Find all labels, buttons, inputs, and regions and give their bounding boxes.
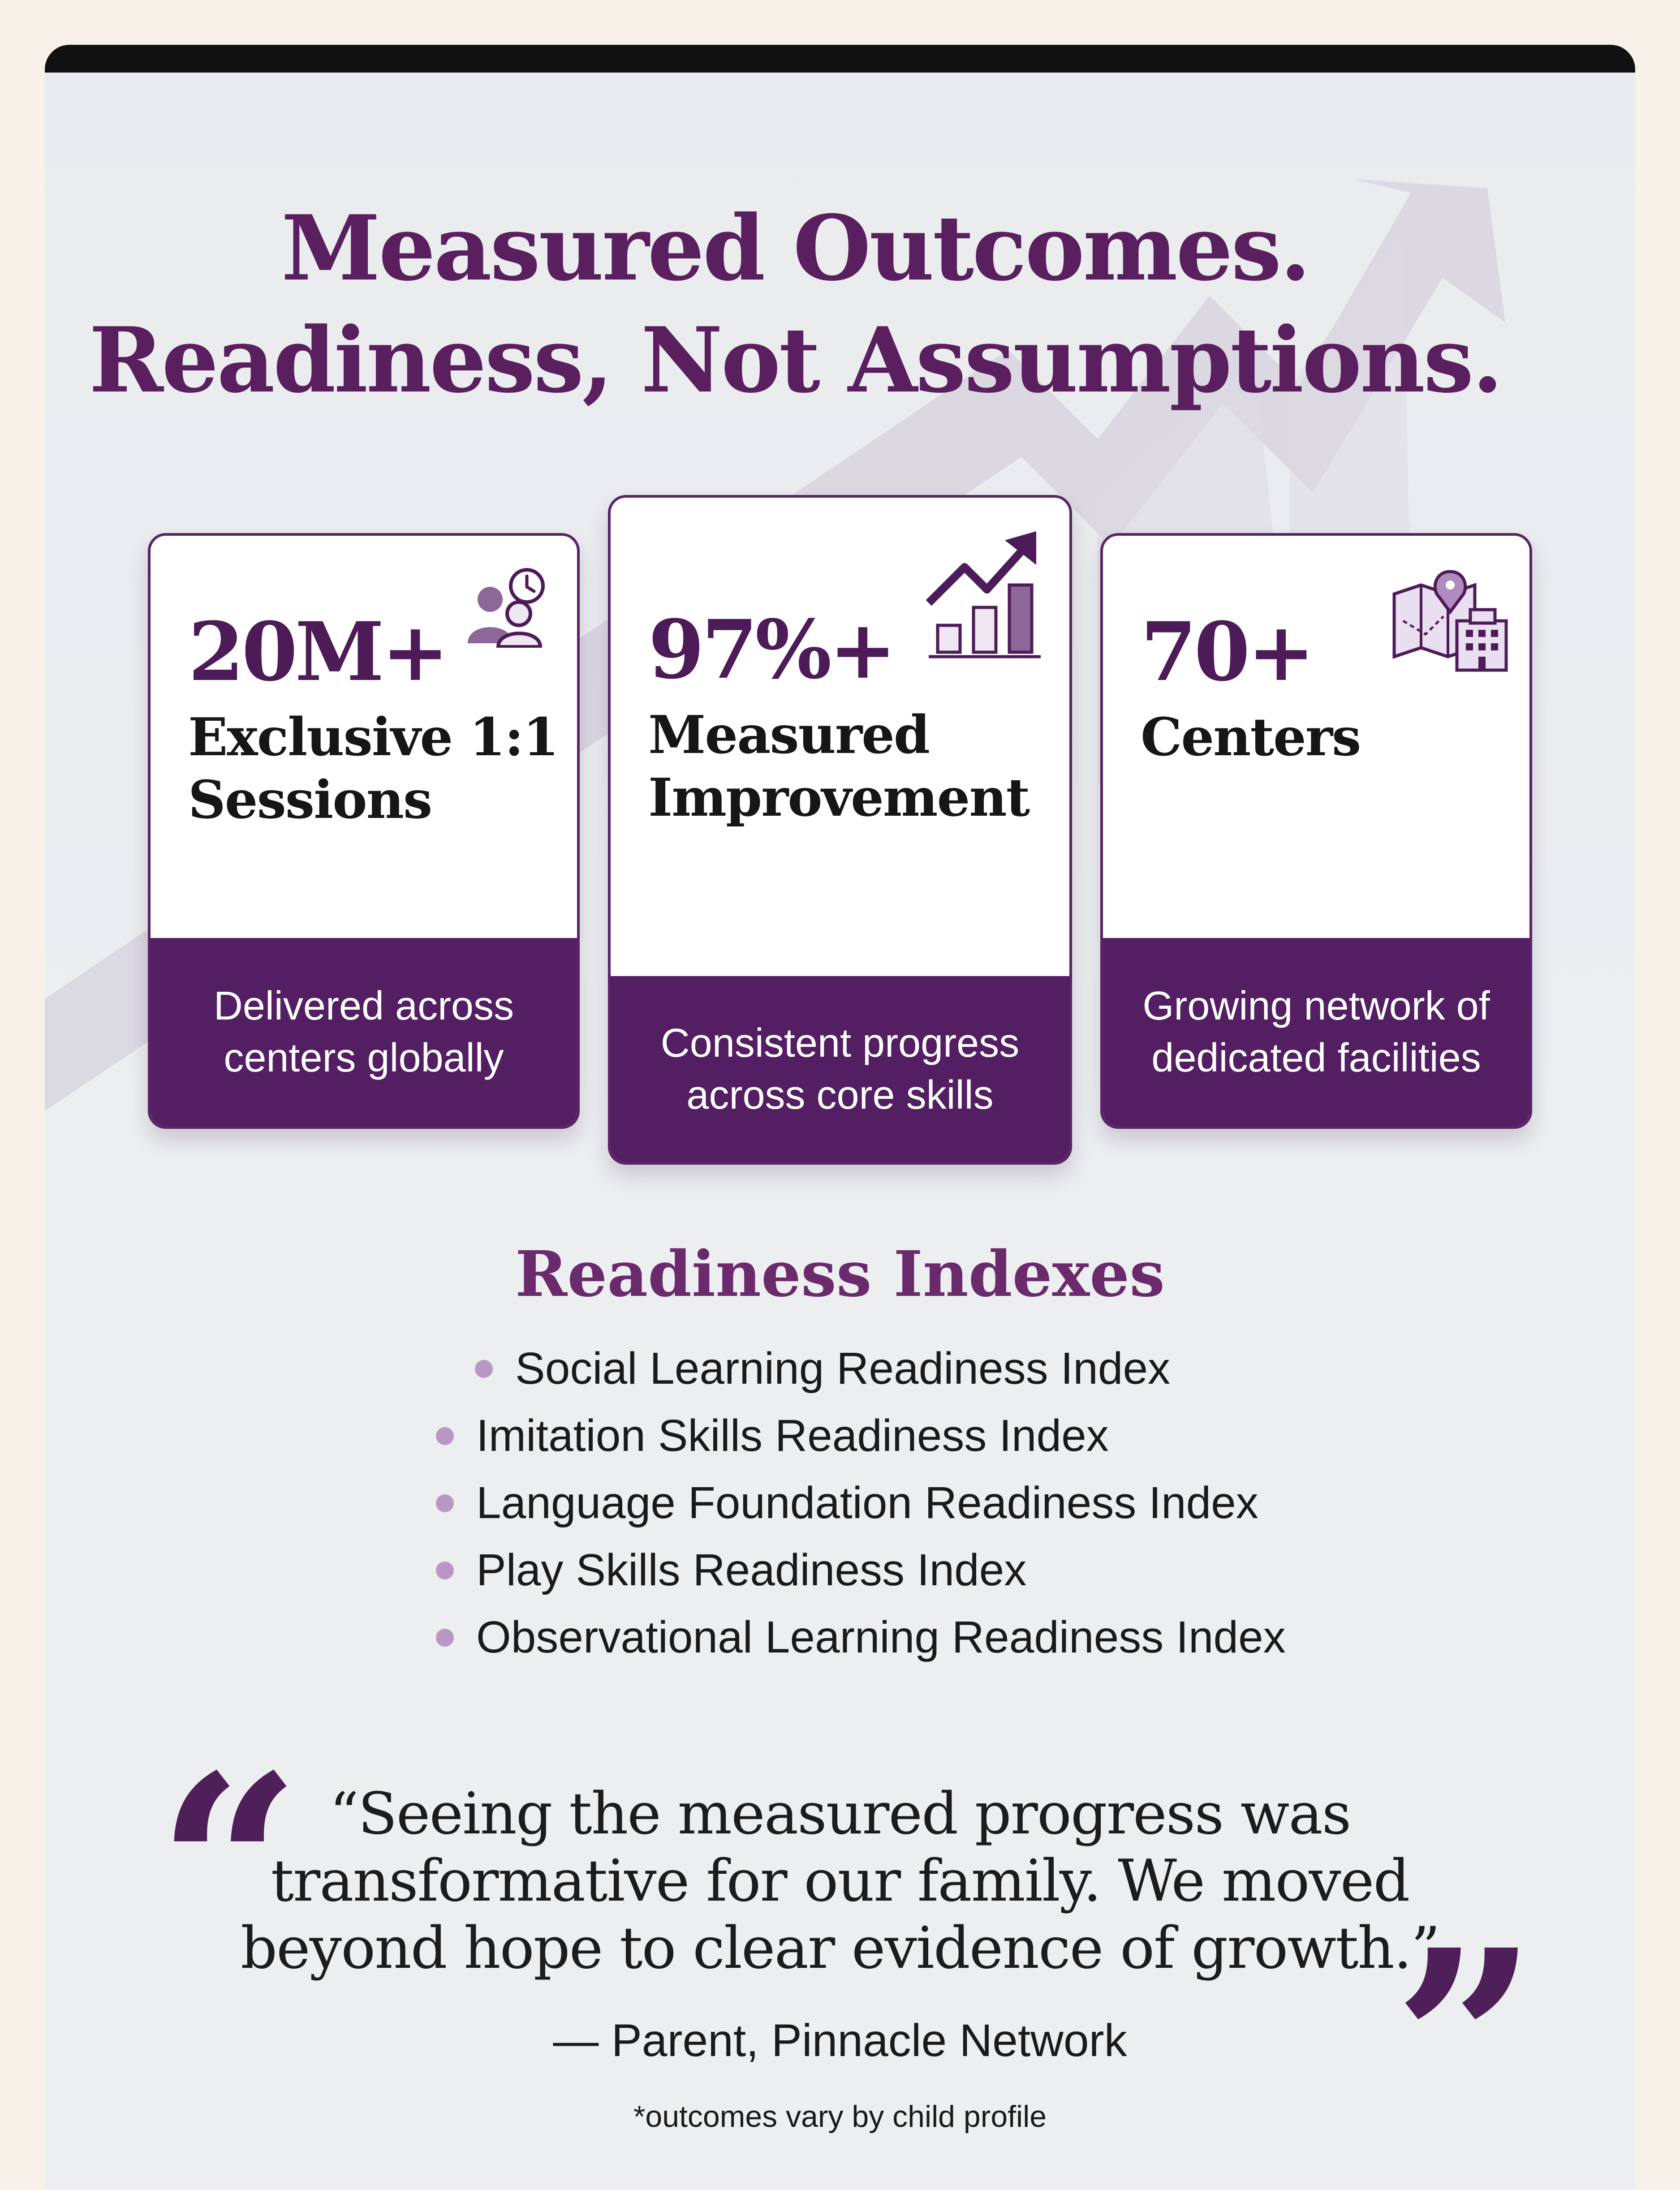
list-item-label: Observational Learning Readiness Index: [476, 1612, 1286, 1662]
readiness-indexes-title: Readiness Indexes: [515, 1238, 1165, 1311]
list-item: [476, 1541, 1026, 1599]
stat-label-line-1: Measured: [648, 705, 930, 766]
list-item: [476, 1407, 1109, 1465]
stat-footer-line-1: Growing network of: [1142, 984, 1490, 1028]
bullet-icon: [436, 1494, 454, 1512]
stat-label: [648, 704, 1029, 829]
stat-card-sessions: [148, 533, 580, 1129]
open-quote-icon: “: [157, 1721, 302, 2015]
stat-footer-line-1: Consistent progress: [660, 1020, 1020, 1066]
stat-footer-line-2: dedicated facilities: [1151, 1036, 1481, 1080]
people-clock-icon: [464, 567, 549, 648]
stat-footer: [151, 938, 577, 1126]
stat-value: 70+: [1141, 605, 1313, 699]
stat-label-line-2: Sessions: [188, 770, 432, 830]
stat-footer: [1103, 938, 1529, 1126]
growth-chart-icon: [924, 527, 1045, 661]
testimonial-line-3: beyond hope to clear evidence of growth.”: [241, 1915, 1439, 1982]
footnote: *outcomes vary by child profile: [633, 2100, 1047, 2134]
stat-footer-line-2: centers globally: [224, 1036, 504, 1080]
stat-label-line-1: Centers: [1141, 707, 1361, 768]
list-item-label: Language Foundation Readiness Index: [476, 1478, 1258, 1528]
list-item: [515, 1339, 1170, 1398]
stat-label: [1141, 706, 1360, 769]
testimonial-line-1: “Seeing the measured progress was: [329, 1781, 1351, 1847]
stat-footer: [611, 976, 1069, 1162]
stat-footer-line-1: Delivered across: [213, 984, 514, 1028]
stat-label: [188, 706, 558, 831]
map-building-icon: [1390, 567, 1511, 675]
stat-card-centers: [1100, 533, 1532, 1129]
headline-line-1: Measured Outcomes.: [281, 196, 1310, 301]
stat-label-line-2: Improvement: [648, 767, 1030, 828]
bullet-icon: [436, 1629, 454, 1647]
list-item: [476, 1474, 1258, 1532]
stat-label-line-1: Exclusive 1:1: [188, 707, 558, 768]
testimonial-attribution: — Parent, Pinnacle Network: [553, 2015, 1127, 2066]
bullet-icon: [436, 1562, 454, 1579]
stat-card-improvement: [608, 495, 1072, 1165]
bullet-icon: [436, 1427, 454, 1445]
list-item-label: Social Learning Readiness Index: [515, 1343, 1171, 1394]
stat-value: 20M+: [188, 605, 447, 699]
bullet-icon: [475, 1360, 493, 1378]
testimonial-line-2: transformative for our family. We moved: [271, 1848, 1409, 1915]
close-quote-icon: ”: [1393, 1895, 1538, 2190]
list-item: [476, 1608, 1286, 1666]
list-item-label: Play Skills Readiness Index: [476, 1545, 1027, 1595]
list-item-label: Imitation Skills Readiness Index: [476, 1411, 1109, 1461]
headline-line-2: Readiness, Not Assumptions.: [89, 308, 1502, 413]
stat-value: 97%+: [648, 602, 894, 697]
stat-footer-line-2: across core skills: [686, 1072, 994, 1118]
